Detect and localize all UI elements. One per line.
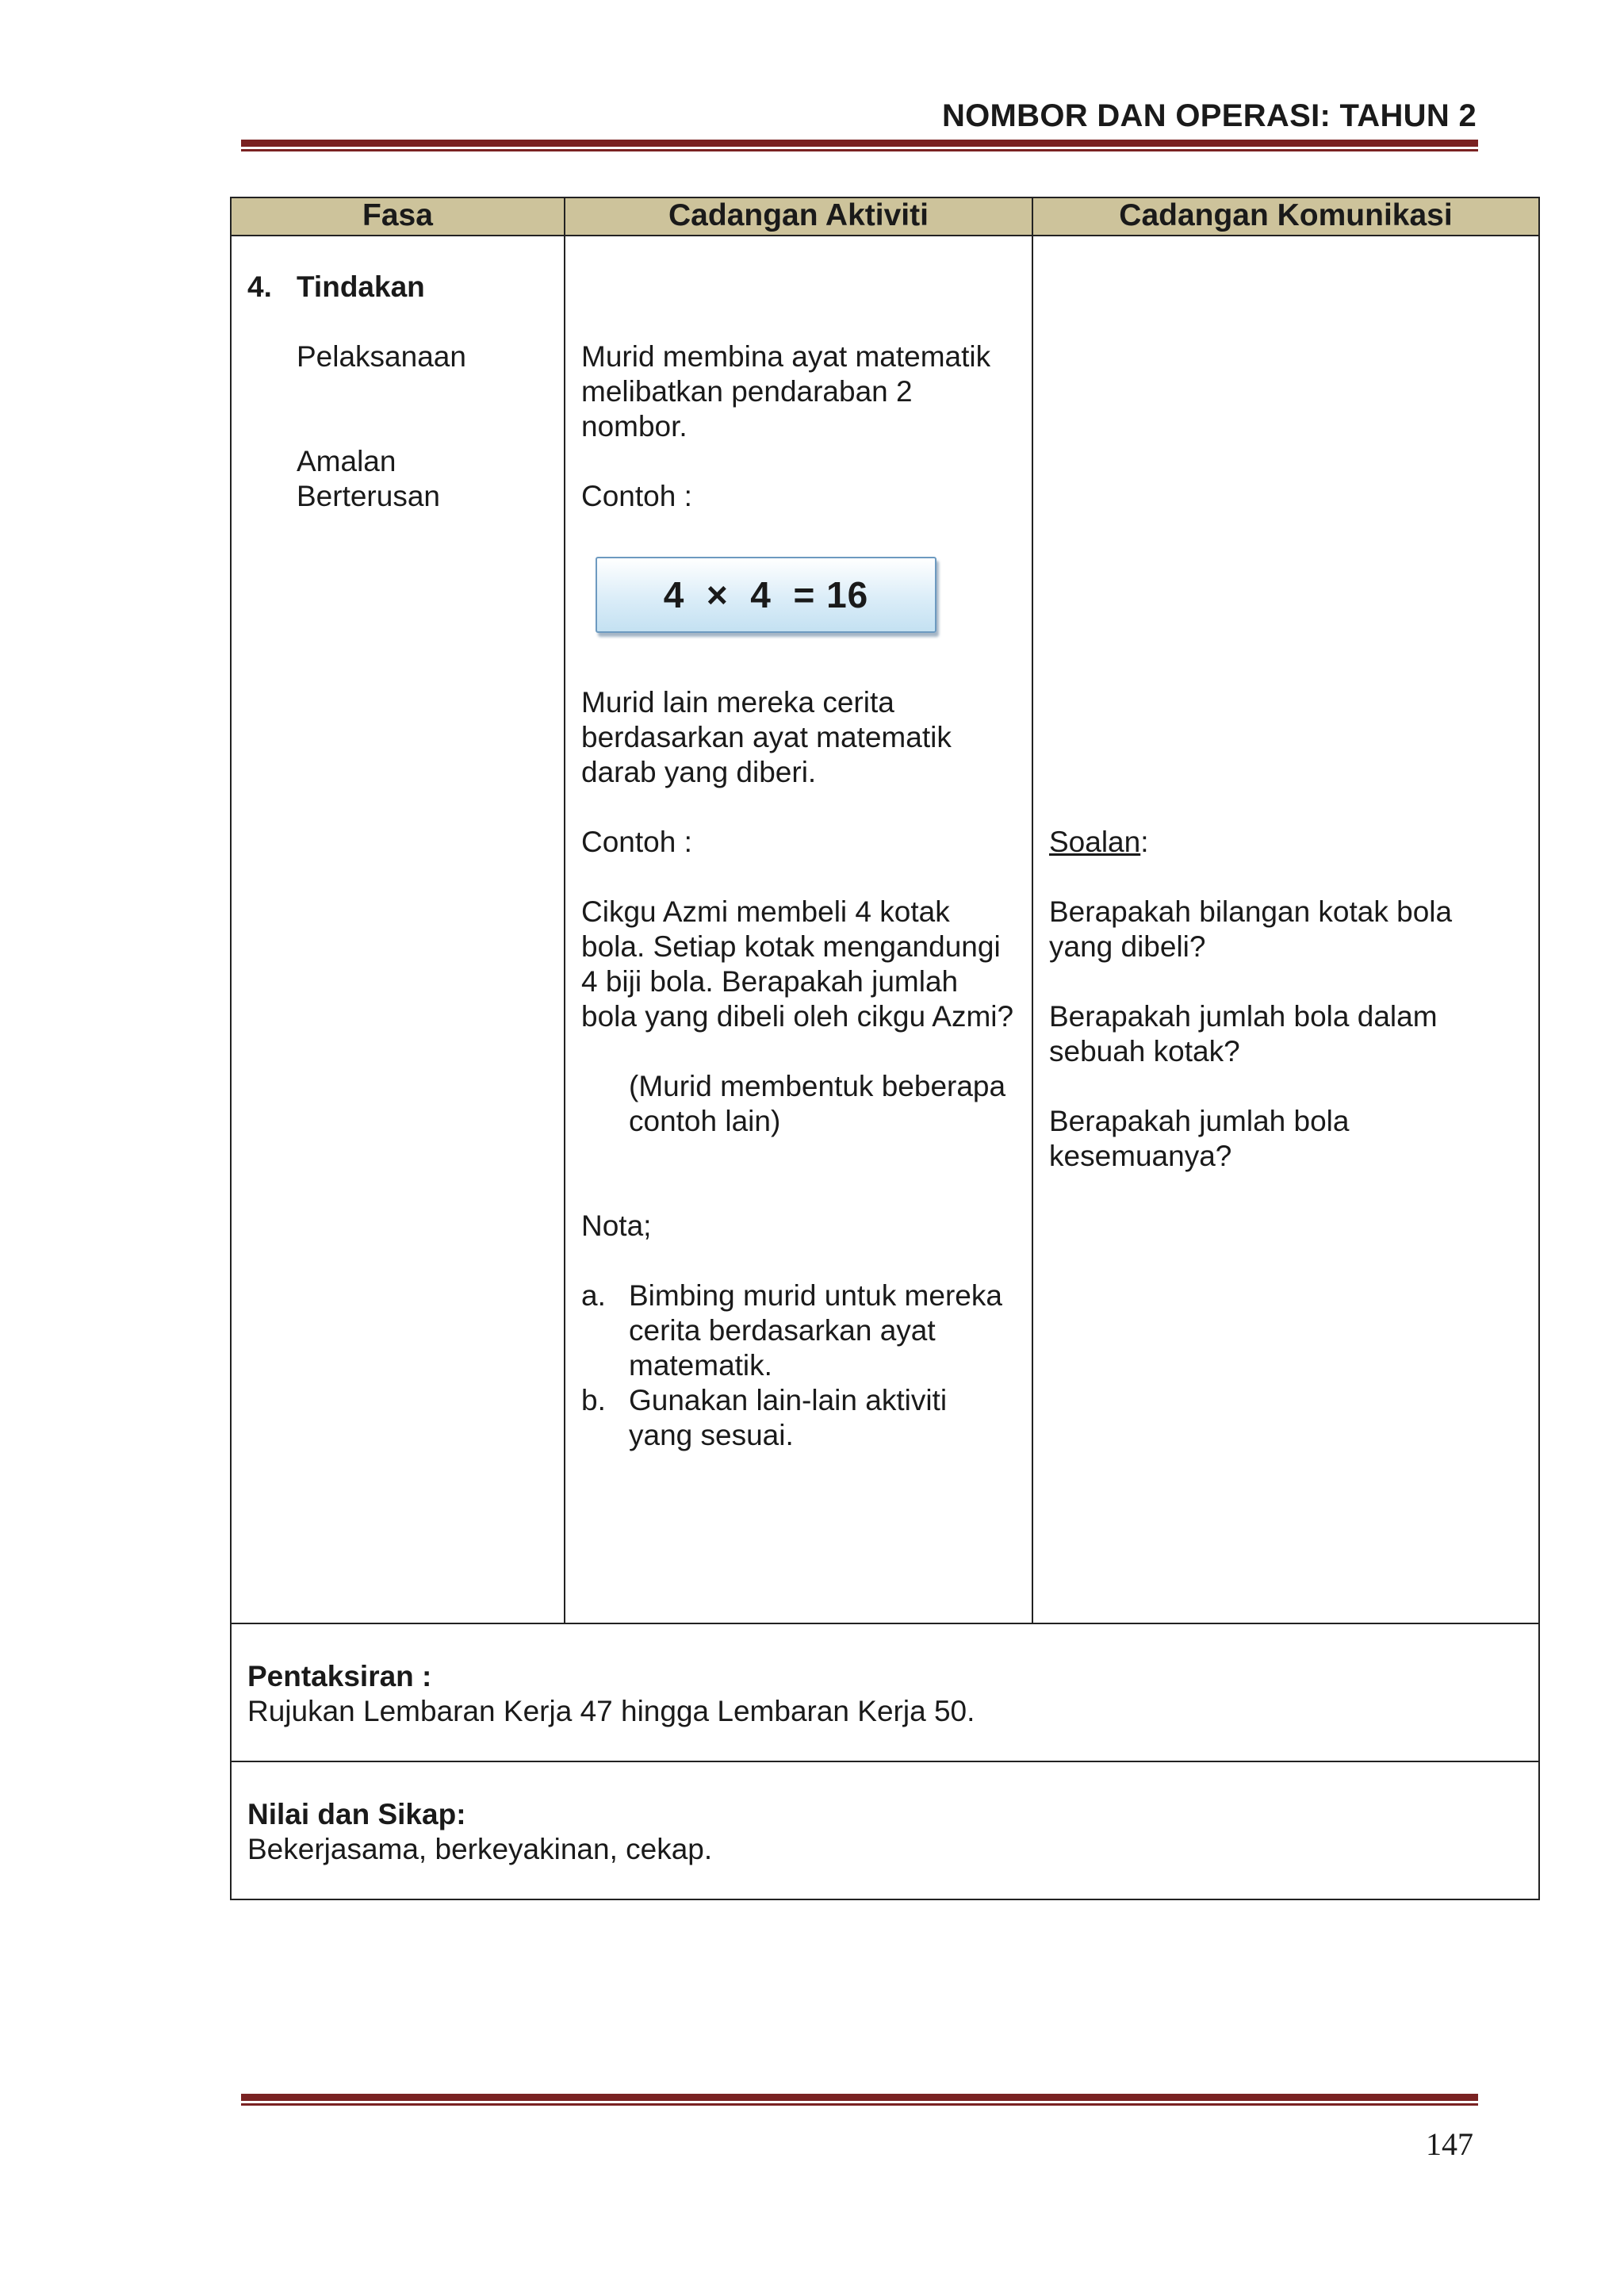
aktiviti-para2: Murid lain mereka cerita berdasarkan ayat matematik darab yang diberi.: [581, 686, 952, 788]
list-marker: b.: [581, 1384, 606, 1416]
question-item: Berapakah jumlah bola dalam sebuah kotak?: [1049, 1000, 1438, 1068]
nilai-text: Bekerjasama, berkeyakinan, cekap.: [247, 1833, 713, 1865]
fasa-cell: [231, 236, 565, 1623]
phase-title: Tindakan: [297, 270, 425, 303]
phase-item-amalan-line2: Berterusan: [297, 480, 440, 512]
header-cadangan-aktiviti: Cadangan Aktiviti: [565, 197, 1032, 236]
list-text: Bimbing murid untuk mereka cerita berdasarkan ayat matematik.: [629, 1279, 1002, 1382]
nilai-cell: [231, 1761, 1539, 1899]
komunikasi-cell: [1032, 236, 1539, 1623]
nota-label: Nota;: [581, 1209, 652, 1242]
pentaksiran-text: Rujukan Lembaran Kerja 47 hingga Lembaran Kerja 50.: [247, 1695, 975, 1727]
question-item: Berapakah jumlah bola kesemuanya?: [1049, 1105, 1350, 1172]
phase-item-pelaksanaan: Pelaksanaan: [297, 340, 466, 373]
aktiviti-cell: [565, 236, 1032, 1623]
aktiviti-story: Cikgu Azmi membeli 4 kotak bola. Setiap kotak mengandungi 4 biji bola. Berapakah jumlah bola yang dibeli oleh cikgu Azmi?: [581, 895, 1014, 1033]
phase-item-amalan: [247, 444, 548, 514]
aktiviti-para1: Murid membina ayat matematik melibatkan pendaraban 2 nombor.: [581, 340, 991, 443]
soalan-heading: [1049, 825, 1522, 860]
soalan-colon: :: [1140, 826, 1149, 858]
page-number: 147: [1426, 2126, 1473, 2162]
question-item: Berapakah bilangan kotak bola yang dibeli?: [1049, 895, 1453, 963]
header-rule: [241, 140, 1478, 151]
pentaksiran-cell: [231, 1623, 1539, 1761]
phase-item-amalan-line1: Amalan: [297, 445, 396, 477]
footer-rule: [241, 2094, 1478, 2106]
soalan-label: Soalan: [1049, 826, 1141, 858]
nilai-row: [231, 1761, 1539, 1899]
phase-heading: [247, 270, 548, 305]
equation-box: 4 × 4 = 16: [596, 557, 936, 633]
aktiviti-note: (Murid membentuk beberapa contoh lain): [629, 1070, 1006, 1137]
aktiviti-contoh2-label: Contoh :: [581, 826, 692, 858]
aktiviti-contoh-label: Contoh :: [581, 480, 692, 512]
pentaksiran-row: [231, 1623, 1539, 1761]
list-marker: a.: [581, 1279, 606, 1312]
nilai-label: Nilai dan Sikap:: [247, 1798, 466, 1830]
table-header-row: [231, 197, 1539, 236]
pentaksiran-label: Pentaksiran :: [247, 1660, 432, 1692]
list-item: [581, 1278, 1016, 1383]
phase-number: 4.: [247, 270, 272, 303]
header-fasa: Fasa: [231, 197, 565, 236]
nota-list: [581, 1278, 1016, 1453]
lesson-table: [230, 197, 1540, 1900]
list-text: Gunakan lain-lain aktiviti yang sesuai.: [629, 1384, 948, 1451]
list-item: [581, 1383, 1016, 1453]
page-header-title: NOMBOR DAN OPERASI: TAHUN 2: [941, 98, 1477, 133]
table-body-row: [231, 236, 1539, 1623]
header-cadangan-komunikasi: Cadangan Komunikasi: [1032, 197, 1539, 236]
